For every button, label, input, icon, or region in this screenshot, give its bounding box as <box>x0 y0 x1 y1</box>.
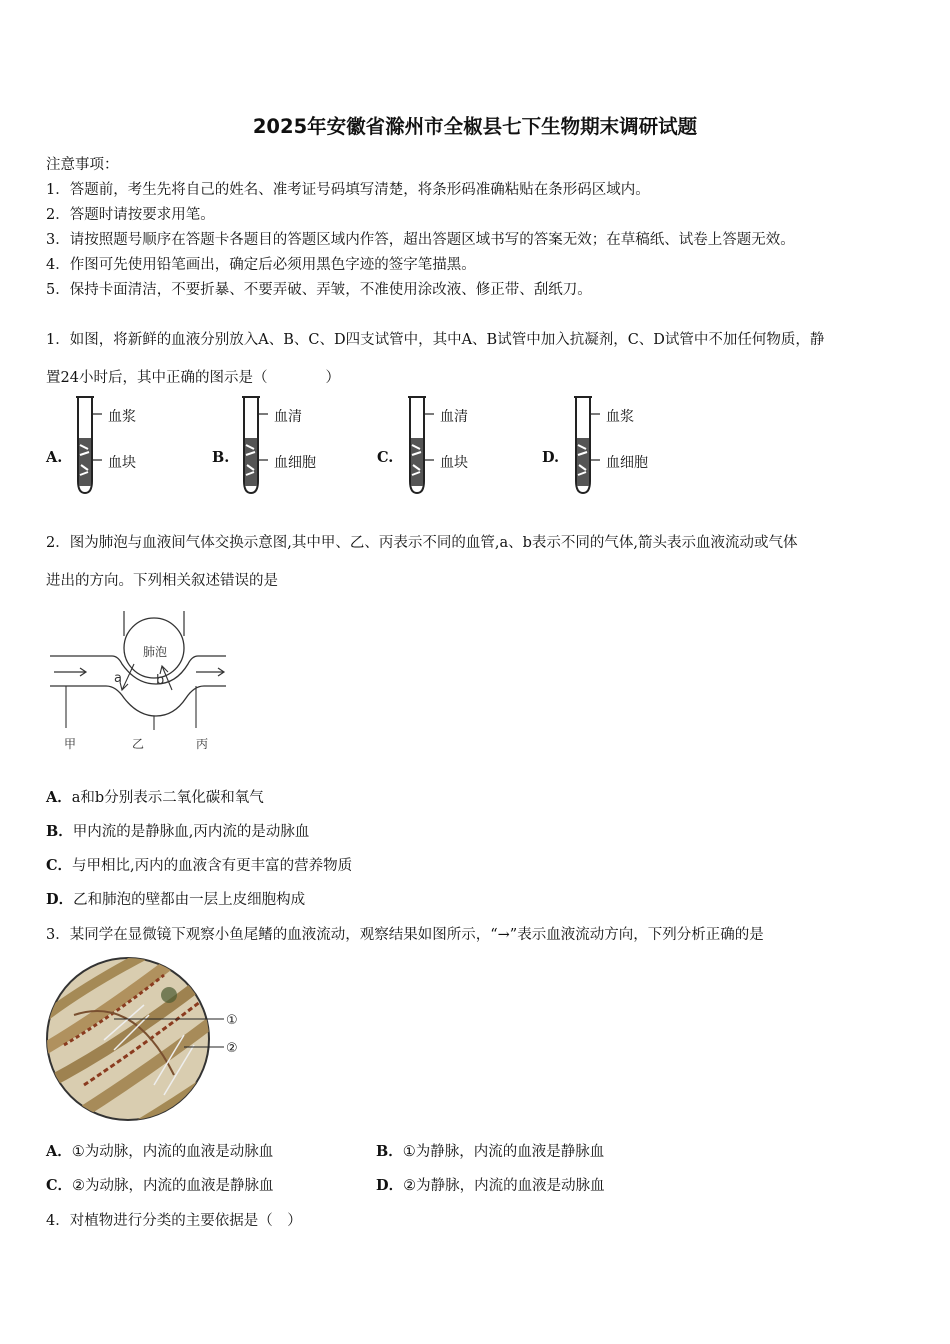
q2-option-a-text: a和b分别表示二氧化碳和氧气 <box>71 790 264 806</box>
notice-item-3: 3．请按照题号顺序在答题卡各题目的答题区域内作答，超出答题区域书写的答案无效；在草稿纸、试卷上答题无效。 <box>46 232 795 248</box>
marker-1: ① <box>226 1013 238 1028</box>
q3-option-a-label: A． <box>46 1143 72 1160</box>
q1-option-d-label[interactable]: D. <box>542 449 560 466</box>
notice-item-5: 5．保持卡面清洁，不要折暴、不要弄破、弄皱，不准使用涂改液、修正带、刮纸刀。 <box>46 282 592 298</box>
q3-option-d-label: D． <box>376 1177 404 1194</box>
q3-stem-line1: 3．某同学在显微镜下观察小鱼尾鳍的血液流动，观察结果如图所示，“→”表示血液流动方向，下列分析正确的是 <box>46 927 764 943</box>
q2-stem-line2: 进出的方向。下列相关叙述错误的是 <box>46 573 278 589</box>
q3-option-d[interactable] <box>376 1174 605 1195</box>
q2-option-b-label: B． <box>46 823 73 840</box>
q2-option-c[interactable] <box>46 854 352 875</box>
gas-a-label: a <box>114 671 122 686</box>
fish-tail-microscope-view <box>44 955 244 1125</box>
q2-option-c-label: C． <box>46 857 73 874</box>
tube-d-bottom-label: 血细胞 <box>606 455 648 471</box>
q4-stem-line1: 4．对植物进行分类的主要依据是（ ） <box>46 1213 302 1229</box>
q3-option-b-text: ①为静脉，内流的血液是静脉血 <box>402 1144 605 1160</box>
q1-option-a-label[interactable]: A. <box>46 449 63 466</box>
q3-option-c-text: ②为动脉，内流的血液是静脉血 <box>72 1178 274 1194</box>
tube-c-bottom-label: 血块 <box>440 455 468 471</box>
page-title: 2025年安徽省滁州市全椒县七下生物期末调研试题 <box>252 115 698 138</box>
q3-option-a-text: ①为动脉，内流的血液是动脉血 <box>71 1144 274 1160</box>
tube-c-top-label: 血清 <box>440 409 468 425</box>
q1-option-b-label[interactable]: B. <box>212 449 230 466</box>
q3-option-b-label: B． <box>376 1143 403 1160</box>
q1-stem-line1: 1．如图，将新鲜的血液分别放入A、B、C、D四支试管中，其中A、B试管中加入抗凝剂，C、D试管中不加任何物质，静 <box>46 332 825 348</box>
q3-option-c-label: C． <box>46 1177 73 1194</box>
q2-figure-alveolus <box>46 606 231 756</box>
q3-option-c[interactable] <box>46 1174 274 1195</box>
tube-a-bottom-label: 血块 <box>108 455 136 471</box>
q2-option-a[interactable] <box>46 786 264 807</box>
q3-option-b[interactable] <box>376 1140 604 1161</box>
notice-item-1: 1．答题前，考生先将自己的姓名、准考证号码填写清楚，将条形码准确粘贴在条形码区域内。 <box>46 182 650 198</box>
q2-option-d-text: 乙和肺泡的壁都由一层上皮细胞构成 <box>73 892 306 908</box>
notice-item-4: 4．作图可先使用铅笔画出，确定后必须用黑色字迹的签字笔描黑。 <box>46 257 476 273</box>
alveolus-diagram <box>46 606 231 756</box>
q1-stem-line2: 置24小时后，其中正确的图示是（ ） <box>46 370 340 386</box>
q2-option-b[interactable] <box>46 820 309 841</box>
q2-option-a-label: A． <box>46 789 72 806</box>
tube-b-bottom-label: 血细胞 <box>274 455 316 471</box>
marker-2: ② <box>226 1041 238 1056</box>
notice-item-2: 2．答题时请按要求用笔。 <box>46 207 215 223</box>
q2-option-d-label: D． <box>46 891 74 908</box>
q3-option-a[interactable] <box>46 1140 273 1161</box>
q3-figure-microscope <box>44 955 244 1125</box>
alveolus-label: 肺泡 <box>143 645 168 659</box>
tube-a-top-label: 血浆 <box>108 409 136 425</box>
vessel-yi-label: 乙 <box>132 737 145 751</box>
vessel-jia-label: 甲 <box>64 737 77 751</box>
q1-figure <box>44 393 924 498</box>
tube-b-top-label: 血清 <box>274 409 302 425</box>
q2-stem-line1: 2．图为肺泡与血液间气体交换示意图,其中甲、乙、丙表示不同的血管,a、b表示不同的气体,箭头表示血液流动或气体 <box>46 535 798 551</box>
vessel-bing-label: 丙 <box>196 737 209 751</box>
tube-d-top-label: 血浆 <box>606 409 634 425</box>
q2-option-b-text: 甲内流的是静脉血,丙内流的是动脉血 <box>72 824 310 840</box>
notice-heading: 注意事项： <box>46 157 119 173</box>
q2-option-d[interactable] <box>46 888 305 909</box>
gas-b-label: b <box>156 673 165 688</box>
q1-option-c-label[interactable]: C. <box>377 449 394 466</box>
q3-option-d-text: ②为静脉，内流的血液是动脉血 <box>403 1178 605 1194</box>
q2-option-c-text: 与甲相比,丙内的血液含有更丰富的营养物质 <box>72 858 353 874</box>
